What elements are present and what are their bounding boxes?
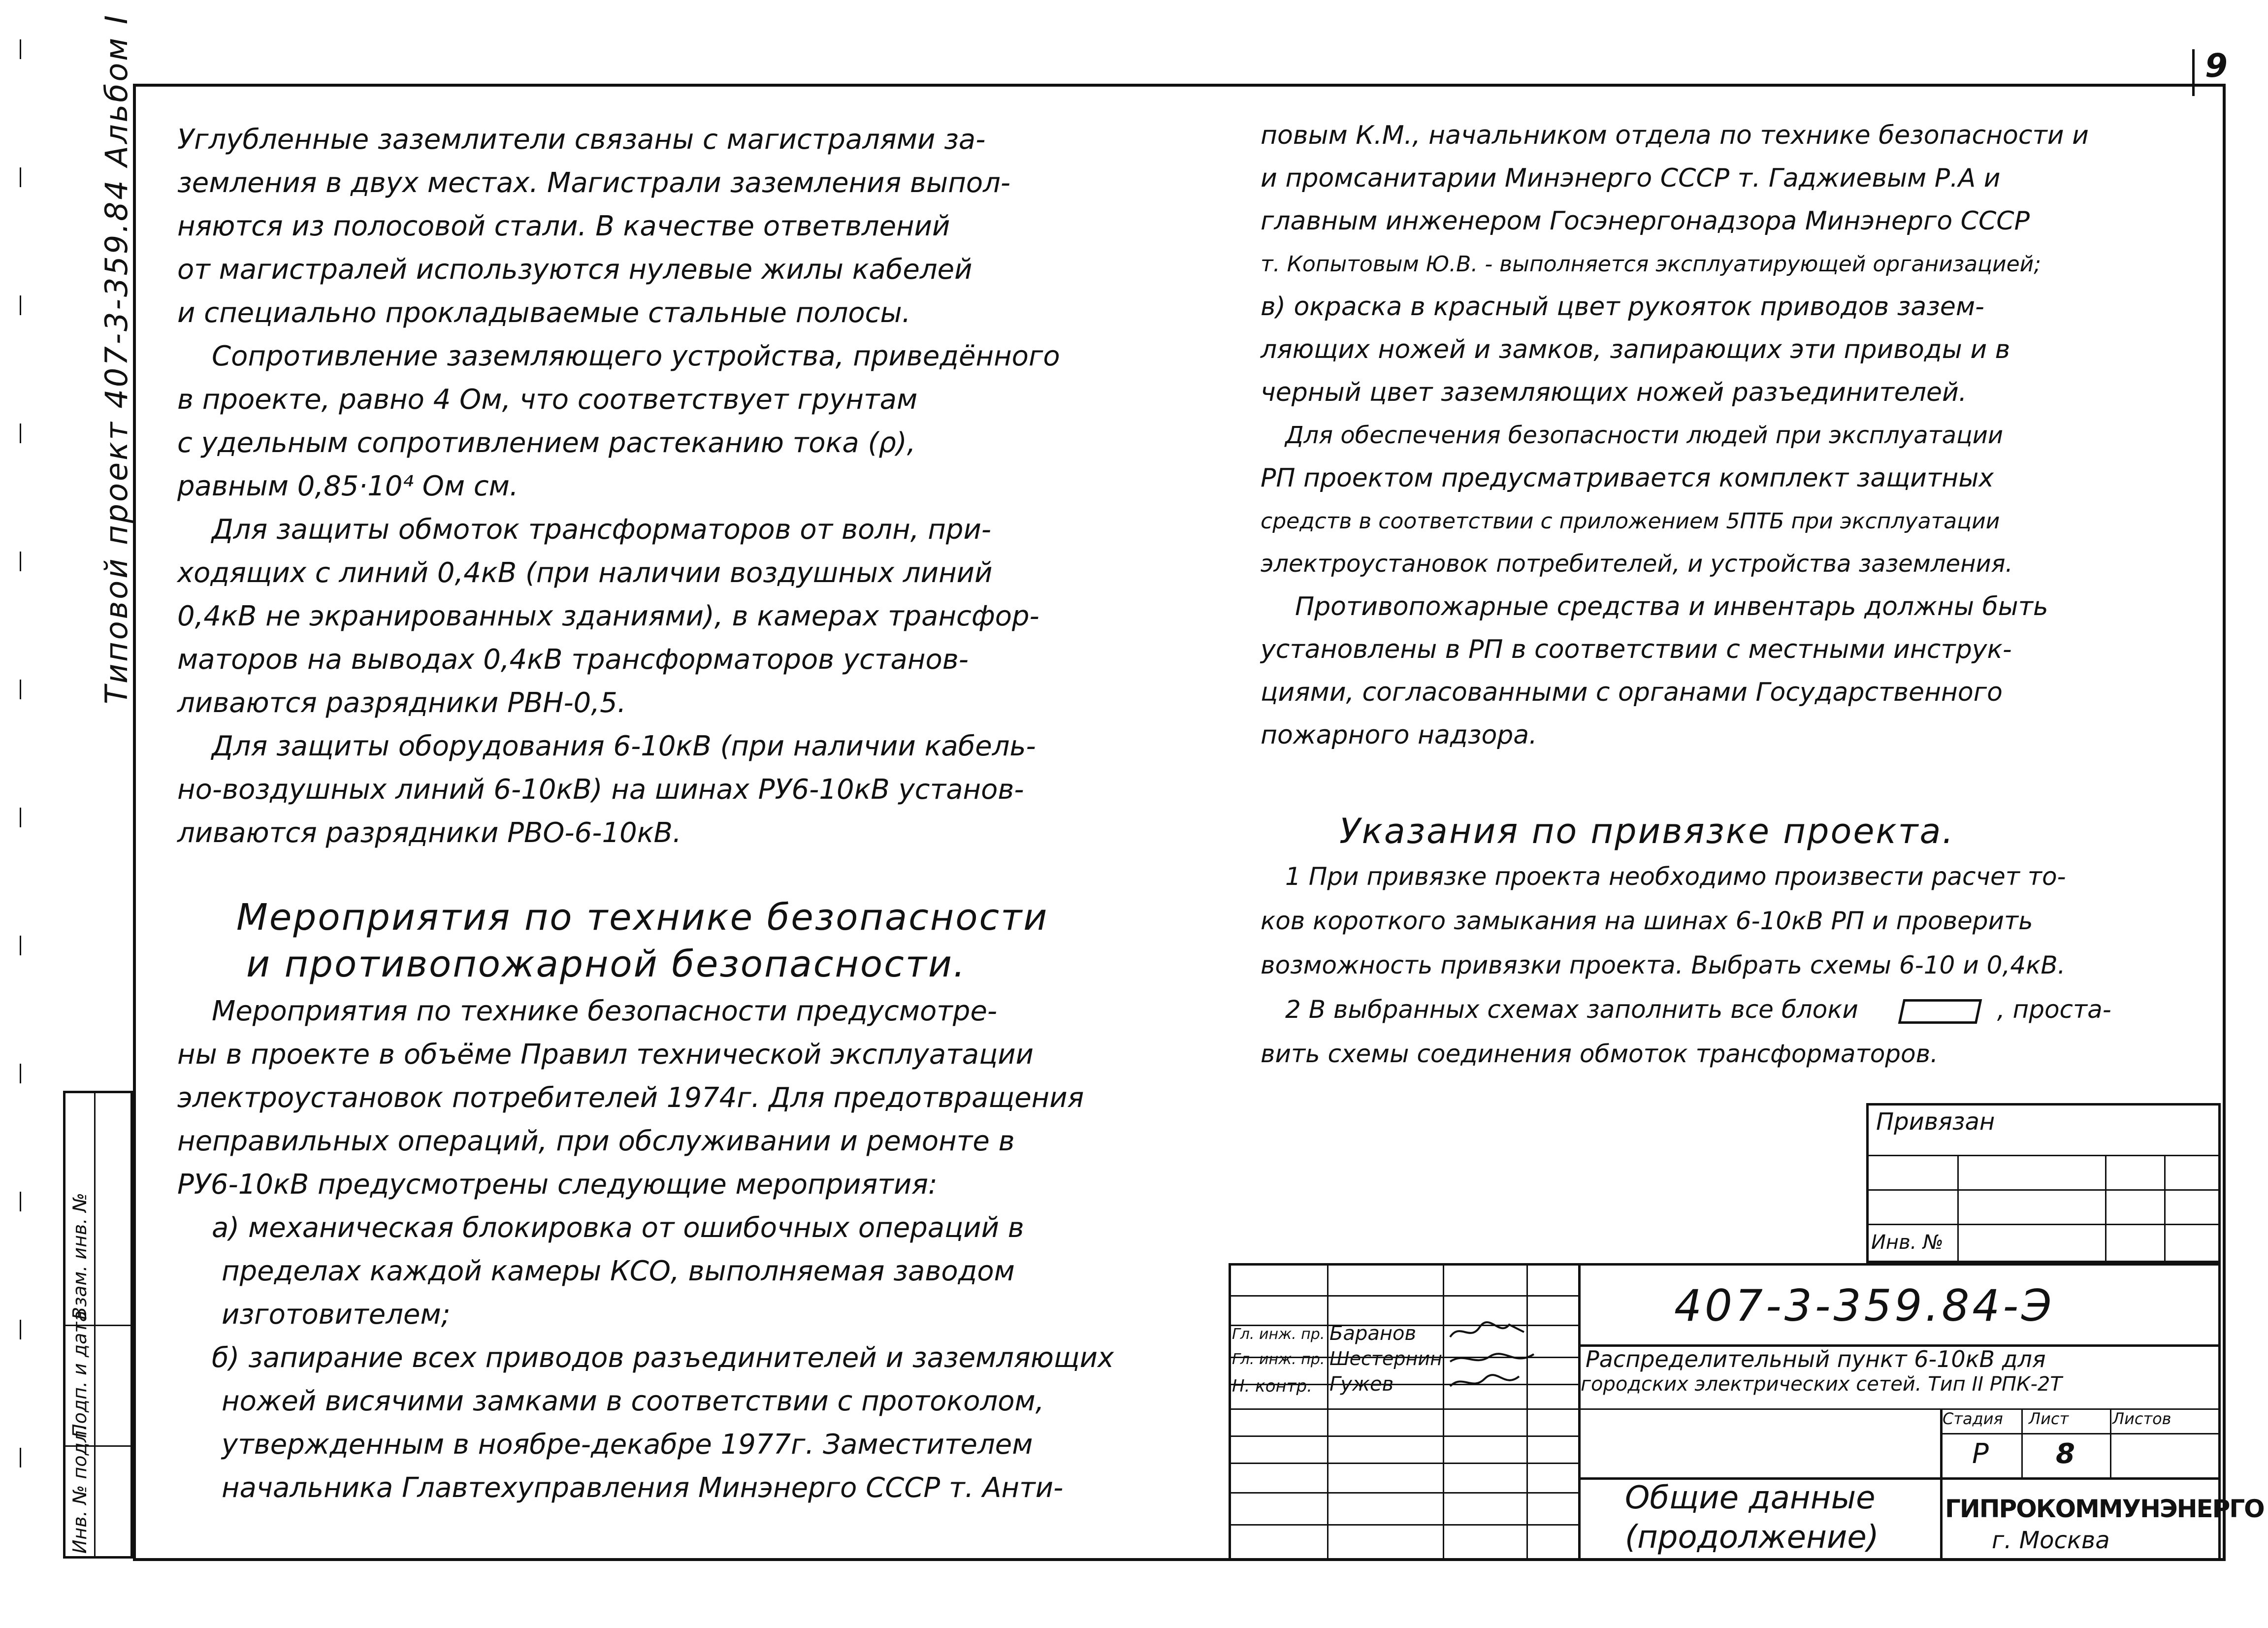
left-edge-mark [20,39,21,1546]
privyazan-inv-label: Инв. № [1871,1231,1944,1254]
text-line: ливаются разрядники РВО-6-10кВ. [177,817,681,849]
side-label-vzam-inv: Взам. инв. № [69,1192,91,1320]
privyazan-col-line [1957,1155,1959,1261]
organization-name: ГИПРОКОММУНЭНЕРГО [1945,1495,2264,1523]
title-grid-line [1443,1266,1444,1559]
stage-label: Стадия [1943,1409,2003,1428]
text-line: утвержденным в ноябре-декабре 1977г. Заместителем [222,1429,1033,1461]
title-grid-line [1526,1266,1528,1559]
text-line: няются из полосовой стали. В качестве ответвлений [177,210,950,242]
text-line: ляющих ножей и замков, запирающих эти приводы и в [1261,335,2010,364]
role-label: Гл. инж. пр. [1232,1326,1325,1343]
text-line: пределах каждой камеры КСО, выполняемая заводом [222,1255,1015,1287]
right-column-text-block1 [1261,114,2089,757]
sheet-name-line1: Общие данные [1625,1480,1876,1516]
signature-3 [1450,1375,1519,1386]
left-column-text-block2 [177,990,1114,1510]
organization-city: г. Москва [1992,1527,2110,1554]
placeholder-block-symbol [1898,999,1982,1024]
signature-2 [1450,1354,1534,1362]
signature-1 [1450,1322,1524,1337]
text-line: маторов на выводах 0,4кВ трансформаторов установ- [177,644,969,676]
text-line: 1 При привязке проекта необходимо произвести расчет то- [1285,862,2066,891]
text-line: вить схемы соединения обмоток трансформаторов. [1261,1040,1938,1068]
text-line: ков короткого замыкания на шинах 6-10кВ РП и проверить [1261,907,2033,935]
project-title-line2: городских электрических сетей. Тип II РПК-2Т [1581,1373,2062,1396]
text-line: равным 0,85·10⁴ Ом см. [177,470,518,502]
right-column-line-blocks [1285,987,2111,1032]
text-line: ножей висячими замками в соответствии с протоколом, [222,1385,1044,1417]
title-grid-line [1940,1433,2218,1434]
title-grid-line [1231,1435,1578,1437]
title-grid-line-bold [1940,1408,1943,1559]
text-line: 0,4кВ не экранированных зданиями), в камерах трансфор- [177,600,1039,632]
right-column-text-last [1261,1032,1938,1076]
text-line: Для обеспечения безопасности людей при эксплуатации [1285,422,2004,449]
text-line: ливаются разрядники РВН-0,5. [177,687,626,719]
text-line: пожарного надзора. [1261,720,1537,750]
title-grid-line [1231,1524,1578,1526]
text-line: главным инженером Госэнергонадзора Минэнерго СССР [1261,206,2030,236]
text-line: установлены в РП в соответствии с местными инструк- [1261,635,2012,664]
text-line: Противопожарные средства и инвентарь должны быть [1295,592,2048,621]
text-line: Для защиты обмоток трансформаторов от волн, при- [212,514,992,546]
safety-heading-line2: и противопожарной безопасности. [246,943,967,985]
project-title-line1: Распределительный пункт 6-10кВ для [1586,1346,2046,1372]
person-name: Шестернин [1329,1348,1442,1369]
privyazan-row-line [1869,1155,2218,1156]
text-line: РП проектом предусматривается комплект защитных [1261,463,1994,493]
text-line: черный цвет заземляющих ножей разъединителей. [1261,378,1967,407]
role-label: Гл. инж. пр. [1232,1351,1325,1368]
text-line: ны в проекте в объёме Правил технической эксплуатации [177,1039,1034,1071]
side-label-inv-podl: Инв. № подл. [69,1424,91,1554]
person-name: Баранов [1329,1322,1417,1345]
text-line: б) запирание всех приводов разъединителей и заземляющих [212,1342,1114,1374]
title-grid-line [1231,1295,1578,1297]
document-number: 407-3-359.84-Э [1674,1280,2055,1331]
text-line: и промсанитарии Минэнерго СССР т. Гаджиевым Р.А и [1261,163,2001,193]
text-line: неправильных операций, при обслуживании и ремонте в [177,1125,1015,1157]
text-line: и специально прокладываемые стальные полосы. [177,297,911,329]
privyazan-col-line [2164,1155,2166,1261]
text-line: средств в соответствии с приложением 5ПТБ при эксплуатации [1261,509,2000,534]
text-line: но-воздушных линий 6-10кВ) на шинах РУ6-10кВ установ- [177,774,1024,806]
stage-value: Р [1972,1438,1989,1470]
privyazan-col-line [2105,1155,2106,1261]
side-label-podp-data: Подп. и дата [69,1310,91,1438]
text-line: с удельным сопротивлением растеканию тока (ρ), [177,427,916,459]
text-line: электроустановок потребителей, и устройства заземления. [1261,550,2013,578]
sheet-name-line2: (продолжение) [1625,1519,1879,1556]
title-grid-line [1231,1492,1578,1494]
binding-heading: Указания по привязке проекта. [1339,811,1955,851]
text-line: возможность привязки проекта. Выбрать схемы 6-10 и 0,4кВ. [1261,951,2066,979]
left-column-text-block1 [177,118,1060,855]
text-line: повым К.М., начальником отдела по технике безопасности и [1261,121,2089,150]
text-line: земления в двух местах. Магистрали заземления выпол- [177,167,1011,199]
text-line: , проста- [1997,995,2111,1024]
text-line: начальника Главтехуправления Минэнерго СССР т. Анти- [222,1472,1064,1504]
album-label-vertical: Типовой проект 407-3-359.84 Альбом I [98,13,134,704]
text-line: а) механическая блокировка от ошибочных операций в [212,1212,1024,1244]
role-label: Н. контр. [1232,1376,1312,1396]
text-line: циями, согласованными с органами Государственного [1261,678,2003,707]
text-line: в) окраска в красный цвет рукояток приводов зазем- [1261,292,1984,322]
right-column-text-block2 [1261,854,2066,987]
text-line: т. Копытовым Ю.В. - выполняется эксплуатирующей организацией; [1261,252,2041,277]
sheet-label: Лист [2029,1409,2069,1428]
privyazan-label: Привязан [1876,1108,1995,1136]
person-name: Гужев [1329,1373,1394,1396]
title-grid-line [2110,1408,2111,1477]
privyazan-row-line [1869,1189,2218,1191]
page-number: 9 [2205,47,2228,85]
text-line: от магистралей используются нулевые жилы кабелей [177,254,972,286]
title-grid-line [1327,1266,1328,1559]
text-line: в проекте, равно 4 Ом, что соответствует грунтам [177,384,918,416]
text-line: электроустановок потребителей 1974г. Для предотвращения [177,1082,1084,1114]
title-grid-line-bold [1578,1266,1581,1559]
text-line: Для защиты оборудования 6-10кВ (при наличии кабель- [212,730,1036,762]
title-grid-line [2021,1408,2023,1477]
signature-marks [1445,1317,1539,1401]
text-line: Углубленные заземлители связаны с магистралями за- [177,124,986,156]
sheet-value: 8 [2056,1438,2075,1470]
text-line: ходящих с линий 0,4кВ (при наличии воздушных линий [177,557,993,589]
safety-heading-line1: Мероприятия по технике безопасности [236,896,1049,939]
title-grid-line [1231,1463,1578,1464]
title-grid-line [1231,1408,1578,1410]
text-line: изготовителем; [222,1299,451,1331]
text-line: РУ6-10кВ предусмотрены следующие мероприятия: [177,1169,938,1201]
text-line: Сопротивление заземляющего устройства, приведённого [212,340,1060,372]
sheets-label: Листов [2112,1409,2171,1428]
text-line: 2 В выбранных схемах заполнить все блоки [1285,995,1858,1024]
privyazan-row-line [1869,1224,2218,1225]
text-line: Мероприятия по технике безопасности предусмотре- [212,995,998,1027]
